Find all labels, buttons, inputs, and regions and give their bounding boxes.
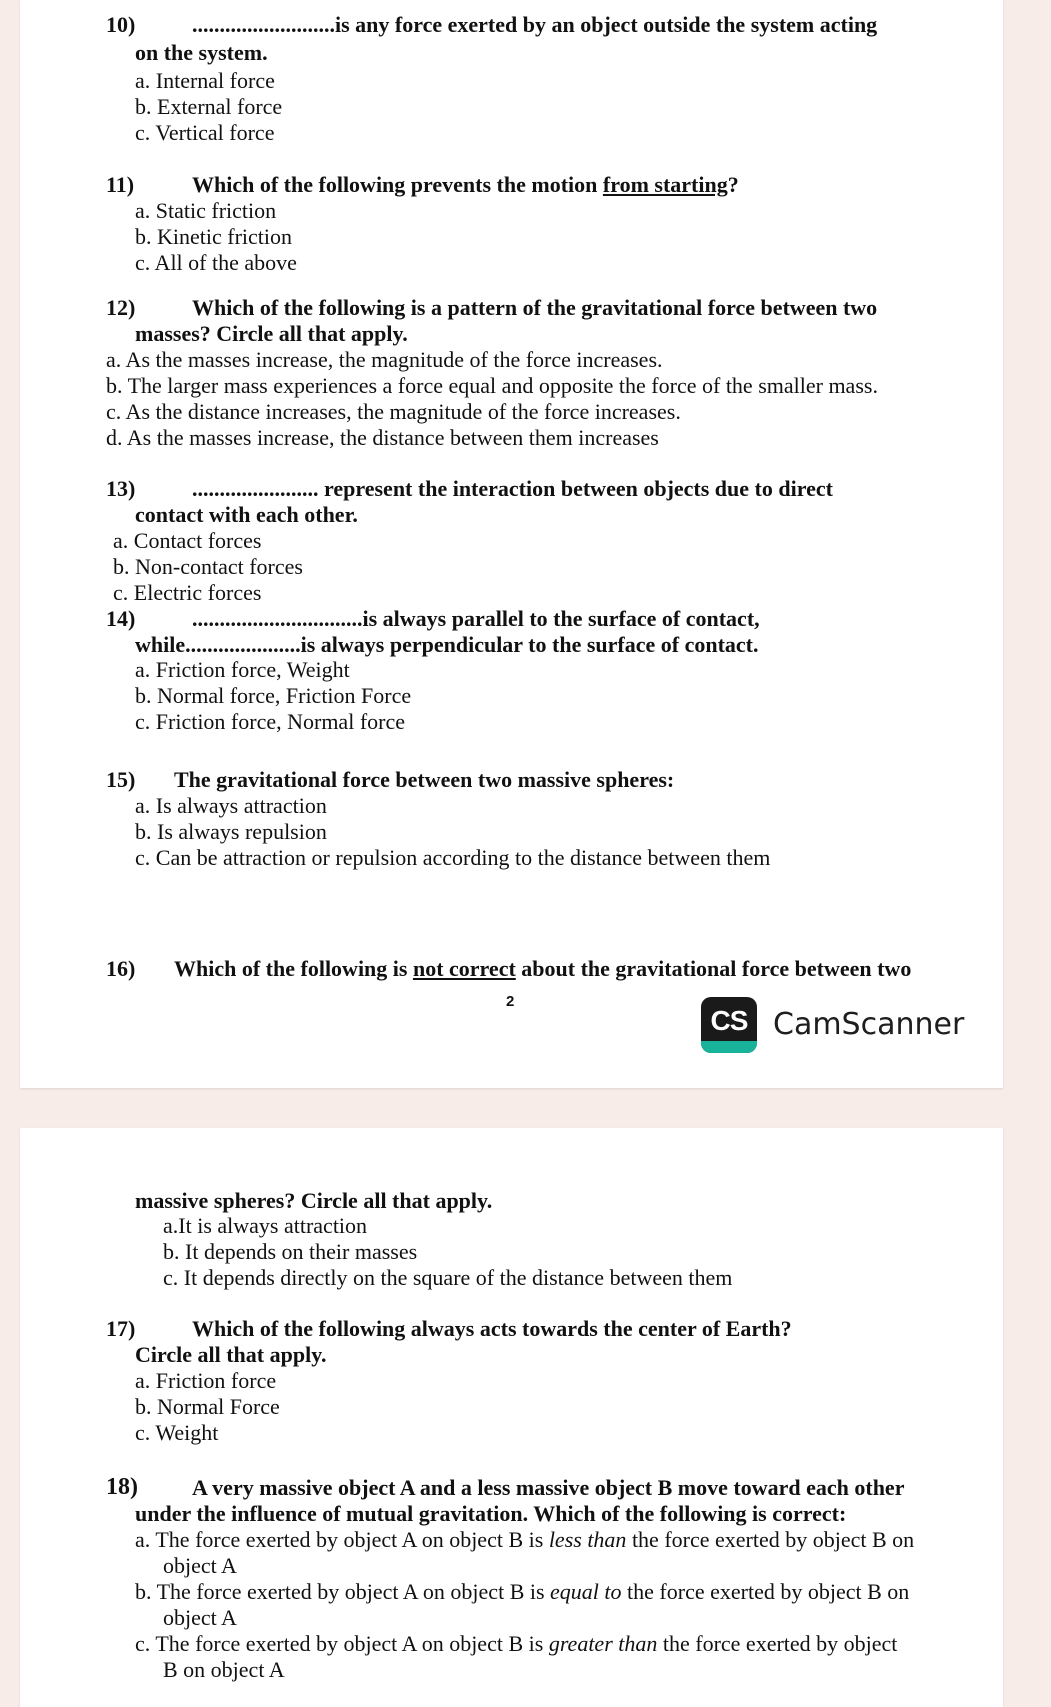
q11-option-b[interactable]: b. Kinetic friction bbox=[135, 224, 293, 249]
q10-number: 10) bbox=[106, 12, 136, 37]
q13-number: 13) bbox=[106, 476, 136, 501]
q15-option-b[interactable]: b. Is always repulsion bbox=[135, 819, 327, 844]
camscanner-brand: CamScanner bbox=[773, 1007, 965, 1042]
q17-option-a[interactable]: a. Friction force bbox=[135, 1368, 277, 1393]
q17-number: 17) bbox=[106, 1316, 136, 1341]
q12-option-c[interactable]: c. As the distance increases, the magnitude of the force increases. bbox=[106, 399, 681, 424]
q16-stem-line2: massive spheres? Circle all that apply. bbox=[135, 1188, 493, 1213]
q18-option-a[interactable]: a. The force exerted by object A on object B is less than the force exerted by object B on bbox=[135, 1527, 915, 1552]
q10-option-c[interactable]: c. Vertical force bbox=[135, 120, 275, 145]
q13-stem-line1: ....................... represent the interaction between objects due to direct bbox=[192, 476, 833, 501]
q15-option-a[interactable]: a. Is always attraction bbox=[135, 793, 327, 818]
q12-option-b[interactable]: b. The larger mass experiences a force equal and opposite the force of the smaller mass. bbox=[106, 373, 878, 398]
q16-option-a[interactable]: a.It is always attraction bbox=[163, 1213, 368, 1238]
q10-option-b[interactable]: b. External force bbox=[135, 94, 283, 119]
q16-option-b[interactable]: b. It depends on their masses bbox=[163, 1239, 418, 1264]
page-number: 2 bbox=[506, 993, 515, 1010]
q10-stem-line2: on the system. bbox=[135, 40, 268, 65]
q14-stem-line1: ...............................is always parallel to the surface of contact, bbox=[192, 606, 760, 631]
q18-stem-line1: A very massive object A and a less massive object B move toward each other bbox=[192, 1475, 905, 1500]
q13-option-a[interactable]: a. Contact forces bbox=[113, 528, 262, 553]
q14-option-c[interactable]: c. Friction force, Normal force bbox=[135, 709, 405, 734]
q14-option-b[interactable]: b. Normal force, Friction Force bbox=[135, 683, 412, 708]
q18-number: 18) bbox=[106, 1474, 138, 1500]
q13-option-c[interactable]: c. Electric forces bbox=[113, 580, 262, 605]
q18-option-b-line2: object A bbox=[163, 1605, 237, 1630]
q14-number: 14) bbox=[106, 606, 136, 631]
q12-number: 12) bbox=[106, 295, 136, 320]
q11-stem-underlined: from starting bbox=[602, 172, 728, 197]
q17-stem-line1: Which of the following always acts towards the center of Earth? bbox=[192, 1316, 792, 1341]
q13-stem-line2: contact with each other. bbox=[135, 502, 358, 527]
q13-option-b[interactable]: b. Non-contact forces bbox=[113, 554, 303, 579]
q11-stem: Which of the following prevents the motion from starting? bbox=[192, 172, 739, 197]
q16-option-c[interactable]: c. It depends directly on the square of the distance between them bbox=[163, 1265, 733, 1290]
q10-stem-line1: ..........................is any force exerted by an object outside the system acting bbox=[192, 12, 878, 37]
q12-option-a[interactable]: a. As the masses increase, the magnitude of the force increases. bbox=[106, 347, 663, 372]
q12-stem-line2: masses? Circle all that apply. bbox=[135, 321, 408, 346]
q15-stem: The gravitational force between two massive spheres: bbox=[174, 767, 675, 792]
q11-option-c[interactable]: c. All of the above bbox=[135, 250, 297, 275]
q18-option-a-line2: object A bbox=[163, 1553, 237, 1578]
q11-option-a[interactable]: a. Static friction bbox=[135, 198, 277, 223]
q16-stem-underlined: not correct bbox=[412, 956, 516, 981]
q17-option-b[interactable]: b. Normal Force bbox=[135, 1394, 280, 1419]
q10-option-a[interactable]: a. Internal force bbox=[135, 68, 275, 93]
q18-option-c-line2: B on object A bbox=[163, 1657, 285, 1682]
q18-option-b[interactable]: b. The force exerted by object A on object B is equal to the force exerted by object B on bbox=[135, 1579, 910, 1604]
q14-stem-line2: while.....................is always perpendicular to the surface of contact. bbox=[135, 632, 759, 657]
q17-stem-line2: Circle all that apply. bbox=[135, 1342, 327, 1367]
q18-stem-line2: under the influence of mutual gravitation. Which of the following is correct: bbox=[135, 1501, 847, 1526]
q17-option-c[interactable]: c. Weight bbox=[135, 1420, 219, 1445]
q16-stem-line1: Which of the following is not correct about the gravitational force between two bbox=[174, 956, 912, 981]
camscanner-logo-icon: CS bbox=[701, 997, 757, 1053]
q15-number: 15) bbox=[106, 767, 136, 792]
q14-option-a[interactable]: a. Friction force, Weight bbox=[135, 657, 350, 682]
q16-number: 16) bbox=[106, 956, 136, 981]
q18-option-c[interactable]: c. The force exerted by object A on object B is greater than the force exerted by object bbox=[135, 1631, 898, 1656]
q12-stem-line1: Which of the following is a pattern of the gravitational force between two bbox=[192, 295, 878, 320]
q15-option-c[interactable]: c. Can be attraction or repulsion according to the distance between them bbox=[135, 845, 771, 870]
q11-number: 11) bbox=[106, 172, 135, 197]
q12-option-d[interactable]: d. As the masses increase, the distance between them increases bbox=[106, 425, 659, 450]
